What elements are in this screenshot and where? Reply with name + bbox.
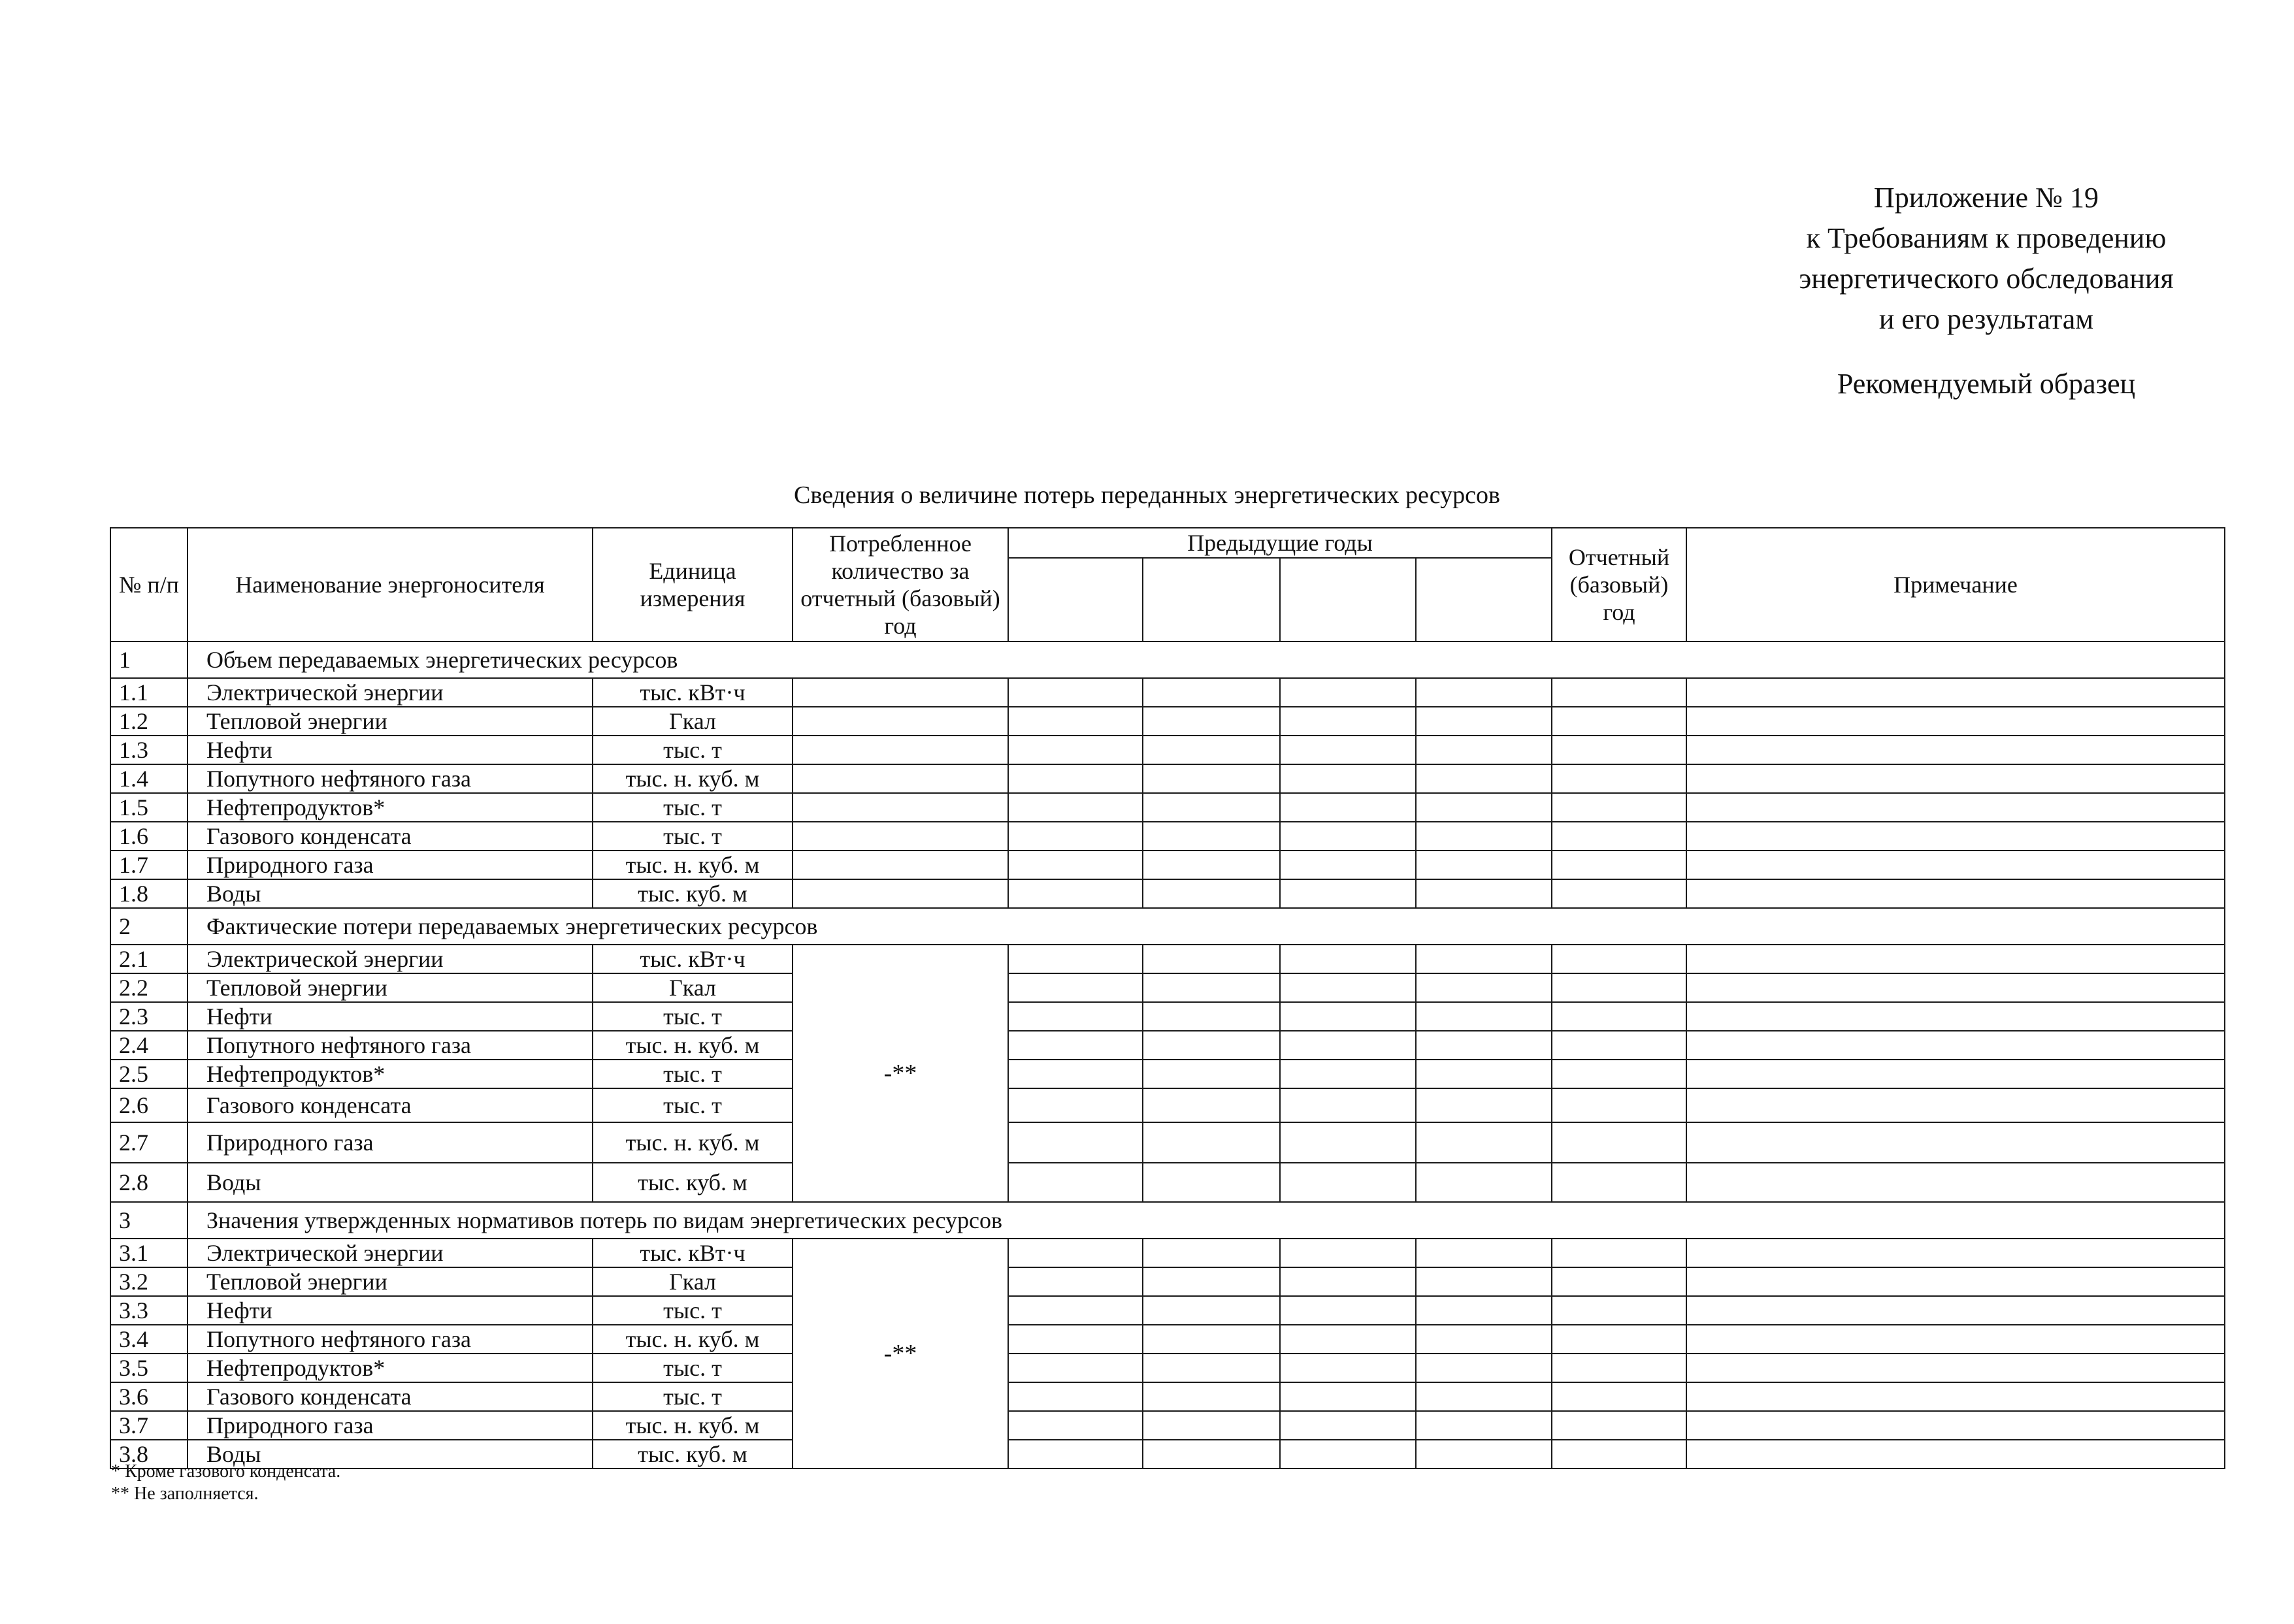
row-previous-year-cell — [1008, 822, 1143, 851]
row-reporting-year-cell — [1552, 1239, 1686, 1267]
header-note: Примечание — [1686, 528, 2225, 641]
row-resource-name: Воды — [188, 1440, 593, 1469]
row-previous-year-cell — [1416, 1440, 1552, 1469]
row-number: 2.5 — [110, 1060, 188, 1088]
row-reporting-year-cell — [1552, 1267, 1686, 1296]
header-name: Наименование энергоносителя — [188, 528, 593, 641]
row-unit: Гкал — [593, 707, 793, 736]
row-previous-year-cell — [1143, 1296, 1280, 1325]
row-number: 2.1 — [110, 945, 188, 973]
row-note-cell — [1686, 973, 2225, 1002]
row-previous-year-cell — [1416, 1002, 1552, 1031]
row-reporting-year-cell — [1552, 1060, 1686, 1088]
row-previous-year-cell — [1280, 1122, 1416, 1163]
row-previous-year-cell — [1143, 1122, 1280, 1163]
row-previous-year-cell — [1008, 678, 1143, 707]
row-previous-year-cell — [1280, 793, 1416, 822]
row-previous-year-cell — [1416, 707, 1552, 736]
row-note-cell — [1686, 822, 2225, 851]
appendix-number: Приложение № 19 — [1873, 182, 2099, 214]
row-unit: тыс. т — [593, 1088, 793, 1122]
row-reporting-year-cell — [1552, 1122, 1686, 1163]
row-note-cell — [1686, 1002, 2225, 1031]
row-previous-year-cell — [1416, 851, 1552, 879]
row-previous-year-cell — [1008, 1267, 1143, 1296]
row-previous-year-cell — [1280, 851, 1416, 879]
row-previous-year-cell — [1280, 1002, 1416, 1031]
header-previous-year-cell — [1008, 558, 1143, 641]
row-note-cell — [1686, 1163, 2225, 1202]
row-resource-name: Воды — [188, 1163, 593, 1202]
row-unit: тыс. куб. м — [593, 879, 793, 908]
row-previous-year-cell — [1416, 1031, 1552, 1060]
row-unit: тыс. н. куб. м — [593, 1031, 793, 1060]
row-number: 2.7 — [110, 1122, 188, 1163]
row-reporting-year-cell — [1552, 764, 1686, 793]
row-previous-year-cell — [1143, 1163, 1280, 1202]
row-note-cell — [1686, 879, 2225, 908]
row-resource-name: Газового конденсата — [188, 1382, 593, 1411]
table-row — [110, 945, 2225, 973]
row-previous-year-cell — [1280, 1163, 1416, 1202]
header-unit: Единица измерения — [593, 528, 793, 641]
row-previous-year-cell — [1416, 736, 1552, 764]
row-resource-name: Тепловой энергии — [188, 973, 593, 1002]
row-note-cell — [1686, 678, 2225, 707]
row-note-cell — [1686, 1088, 2225, 1122]
row-unit: тыс. т — [593, 1060, 793, 1088]
row-previous-year-cell — [1143, 764, 1280, 793]
row-previous-year-cell — [1416, 945, 1552, 973]
header-previous-years: Предыдущие годы — [1008, 528, 1552, 558]
appendix-header — [1751, 178, 2221, 340]
row-previous-year-cell — [1416, 1325, 1552, 1354]
row-resource-name: Тепловой энергии — [188, 1267, 593, 1296]
row-previous-year-cell — [1416, 678, 1552, 707]
row-previous-year-cell — [1280, 678, 1416, 707]
row-unit: Гкал — [593, 973, 793, 1002]
row-number: 1.1 — [110, 678, 188, 707]
row-previous-year-cell — [1143, 1088, 1280, 1122]
row-resource-name: Газового конденсата — [188, 1088, 593, 1122]
row-previous-year-cell — [1280, 707, 1416, 736]
row-unit: тыс. кВт·ч — [593, 945, 793, 973]
row-consumed-cell — [793, 851, 1008, 879]
row-previous-year-cell — [1416, 822, 1552, 851]
row-previous-year-cell — [1280, 1296, 1416, 1325]
row-unit: тыс. н. куб. м — [593, 764, 793, 793]
row-previous-year-cell — [1008, 851, 1143, 879]
row-previous-year-cell — [1416, 879, 1552, 908]
row-previous-year-cell — [1143, 1382, 1280, 1411]
row-number: 3.6 — [110, 1382, 188, 1411]
row-number: 3.8 — [110, 1440, 188, 1469]
row-previous-year-cell — [1280, 1267, 1416, 1296]
row-number: 1.6 — [110, 822, 188, 851]
row-consumed-cell — [793, 879, 1008, 908]
table-title: Сведения о величине потерь переданных энергетических ресурсов — [794, 481, 1500, 509]
row-previous-year-cell — [1280, 1325, 1416, 1354]
section-row — [110, 1202, 2225, 1239]
row-previous-year-cell — [1008, 1325, 1143, 1354]
row-resource-name: Газового конденсата — [188, 822, 593, 851]
row-previous-year-cell — [1008, 1088, 1143, 1122]
row-previous-year-cell — [1008, 1239, 1143, 1267]
row-unit: тыс. т — [593, 1382, 793, 1411]
row-previous-year-cell — [1143, 707, 1280, 736]
row-consumed-cell — [793, 678, 1008, 707]
row-note-cell — [1686, 1354, 2225, 1382]
header-consumed: Потребленное количество за отчетный (базовый) год — [793, 528, 1008, 641]
table-row — [110, 1239, 2225, 1267]
appendix-subtitle-line: и его результатам — [1878, 303, 2094, 335]
row-unit: Гкал — [593, 1267, 793, 1296]
row-resource-name: Природного газа — [188, 1411, 593, 1440]
section-number: 2 — [110, 908, 188, 945]
row-number: 3.5 — [110, 1354, 188, 1382]
row-previous-year-cell — [1416, 1088, 1552, 1122]
row-previous-year-cell — [1280, 822, 1416, 851]
row-previous-year-cell — [1008, 793, 1143, 822]
row-previous-year-cell — [1143, 973, 1280, 1002]
row-reporting-year-cell — [1552, 1354, 1686, 1382]
row-number: 3.4 — [110, 1325, 188, 1354]
row-previous-year-cell — [1280, 945, 1416, 973]
row-previous-year-cell — [1416, 1060, 1552, 1088]
row-unit: тыс. куб. м — [593, 1440, 793, 1469]
row-previous-year-cell — [1143, 1239, 1280, 1267]
row-resource-name: Попутного нефтяного газа — [188, 764, 593, 793]
row-previous-year-cell — [1008, 1163, 1143, 1202]
row-previous-year-cell — [1143, 945, 1280, 973]
row-previous-year-cell — [1008, 1354, 1143, 1382]
row-reporting-year-cell — [1552, 973, 1686, 1002]
section-row — [110, 908, 2225, 945]
row-consumed-cell — [793, 764, 1008, 793]
row-previous-year-cell — [1008, 973, 1143, 1002]
row-reporting-year-cell — [1552, 1002, 1686, 1031]
row-previous-year-cell — [1280, 1239, 1416, 1267]
row-previous-year-cell — [1143, 1440, 1280, 1469]
table-row — [110, 1031, 2225, 1060]
row-unit: тыс. куб. м — [593, 1163, 793, 1202]
row-previous-year-cell — [1008, 1440, 1143, 1469]
row-previous-year-cell — [1008, 879, 1143, 908]
row-previous-year-cell — [1008, 1411, 1143, 1440]
not-filled-mark: -** — [793, 1239, 1008, 1469]
row-unit: тыс. т — [593, 1296, 793, 1325]
row-previous-year-cell — [1416, 1267, 1552, 1296]
table-row — [110, 973, 2225, 1002]
row-consumed-cell — [793, 822, 1008, 851]
row-resource-name: Нефти — [188, 1296, 593, 1325]
row-resource-name: Электрической энергии — [188, 1239, 593, 1267]
table-row — [110, 1440, 2225, 1469]
table-row — [110, 707, 2225, 736]
row-consumed-cell — [793, 707, 1008, 736]
row-previous-year-cell — [1143, 1354, 1280, 1382]
row-resource-name: Нефтепродуктов* — [188, 793, 593, 822]
row-previous-year-cell — [1416, 1382, 1552, 1411]
row-reporting-year-cell — [1552, 707, 1686, 736]
row-previous-year-cell — [1143, 1411, 1280, 1440]
row-number: 1.7 — [110, 851, 188, 879]
section-number: 1 — [110, 641, 188, 678]
row-unit: тыс. кВт·ч — [593, 1239, 793, 1267]
row-note-cell — [1686, 793, 2225, 822]
table-row — [110, 1267, 2225, 1296]
row-previous-year-cell — [1008, 1296, 1143, 1325]
row-reporting-year-cell — [1552, 1088, 1686, 1122]
footnotes — [111, 1461, 340, 1505]
section-row — [110, 641, 2225, 678]
row-previous-year-cell — [1008, 764, 1143, 793]
not-filled-mark: -** — [793, 945, 1008, 1202]
row-resource-name: Нефтепродуктов* — [188, 1060, 593, 1088]
row-previous-year-cell — [1008, 945, 1143, 973]
row-consumed-cell — [793, 793, 1008, 822]
row-resource-name: Электрической энергии — [188, 678, 593, 707]
row-reporting-year-cell — [1552, 736, 1686, 764]
header-previous-year-cell — [1143, 558, 1280, 641]
row-note-cell — [1686, 1411, 2225, 1440]
row-reporting-year-cell — [1552, 1031, 1686, 1060]
section-number: 3 — [110, 1202, 188, 1239]
row-resource-name: Тепловой энергии — [188, 707, 593, 736]
row-resource-name: Природного газа — [188, 851, 593, 879]
row-previous-year-cell — [1416, 1239, 1552, 1267]
table-row — [110, 1060, 2225, 1088]
row-previous-year-cell — [1008, 1382, 1143, 1411]
row-previous-year-cell — [1280, 764, 1416, 793]
row-reporting-year-cell — [1552, 1296, 1686, 1325]
row-previous-year-cell — [1143, 1031, 1280, 1060]
row-reporting-year-cell — [1552, 851, 1686, 879]
table-row — [110, 1411, 2225, 1440]
row-resource-name: Природного газа — [188, 1122, 593, 1163]
row-previous-year-cell — [1416, 1354, 1552, 1382]
row-previous-year-cell — [1143, 1325, 1280, 1354]
row-previous-year-cell — [1143, 1060, 1280, 1088]
table-row — [110, 1163, 2225, 1202]
row-resource-name: Попутного нефтяного газа — [188, 1031, 593, 1060]
section-title: Значения утвержденных нормативов потерь по видам энергетических ресурсов — [188, 1202, 2225, 1239]
row-previous-year-cell — [1416, 793, 1552, 822]
row-resource-name: Нефтепродуктов* — [188, 1354, 593, 1382]
row-number: 3.3 — [110, 1296, 188, 1325]
row-previous-year-cell — [1280, 1031, 1416, 1060]
row-reporting-year-cell — [1552, 879, 1686, 908]
row-previous-year-cell — [1143, 851, 1280, 879]
row-note-cell — [1686, 1239, 2225, 1267]
row-previous-year-cell — [1416, 1122, 1552, 1163]
row-number: 2.8 — [110, 1163, 188, 1202]
row-unit: тыс. н. куб. м — [593, 1122, 793, 1163]
footnote-not-filled: ** Не заполняется. — [111, 1484, 259, 1504]
row-unit: тыс. т — [593, 736, 793, 764]
row-unit: тыс. т — [593, 1354, 793, 1382]
row-note-cell — [1686, 1440, 2225, 1469]
table-row — [110, 1354, 2225, 1382]
row-previous-year-cell — [1416, 1163, 1552, 1202]
row-previous-year-cell — [1280, 1354, 1416, 1382]
row-resource-name: Воды — [188, 879, 593, 908]
row-unit: тыс. т — [593, 822, 793, 851]
row-previous-year-cell — [1280, 1411, 1416, 1440]
row-number: 3.7 — [110, 1411, 188, 1440]
row-reporting-year-cell — [1552, 793, 1686, 822]
row-previous-year-cell — [1416, 1411, 1552, 1440]
row-number: 1.2 — [110, 707, 188, 736]
row-unit: тыс. н. куб. м — [593, 851, 793, 879]
table-row — [110, 1296, 2225, 1325]
row-resource-name: Нефти — [188, 736, 593, 764]
row-previous-year-cell — [1143, 736, 1280, 764]
table-row — [110, 1325, 2225, 1354]
row-number: 3.1 — [110, 1239, 188, 1267]
row-reporting-year-cell — [1552, 678, 1686, 707]
row-previous-year-cell — [1143, 879, 1280, 908]
row-previous-year-cell — [1416, 764, 1552, 793]
sample-label: Рекомендуемый образец — [1837, 368, 2136, 400]
footnote-gas-condensate: * Кроме газового конденсата. — [111, 1461, 341, 1482]
row-reporting-year-cell — [1552, 1163, 1686, 1202]
row-previous-year-cell — [1280, 1440, 1416, 1469]
row-previous-year-cell — [1280, 1088, 1416, 1122]
header-previous-year-cell — [1416, 558, 1552, 641]
row-previous-year-cell — [1416, 1296, 1552, 1325]
row-note-cell — [1686, 1267, 2225, 1296]
row-number: 1.3 — [110, 736, 188, 764]
row-note-cell — [1686, 1325, 2225, 1354]
row-reporting-year-cell — [1552, 1411, 1686, 1440]
table-row — [110, 1088, 2225, 1122]
table-row — [110, 1122, 2225, 1163]
header-num: № п/п — [110, 528, 188, 641]
row-reporting-year-cell — [1552, 822, 1686, 851]
row-number: 3.2 — [110, 1267, 188, 1296]
row-previous-year-cell — [1008, 736, 1143, 764]
row-unit: тыс. н. куб. м — [593, 1325, 793, 1354]
table-row — [110, 678, 2225, 707]
row-note-cell — [1686, 764, 2225, 793]
row-previous-year-cell — [1143, 1267, 1280, 1296]
row-note-cell — [1686, 1031, 2225, 1060]
row-unit: тыс. кВт·ч — [593, 678, 793, 707]
section-title: Объем передаваемых энергетических ресурсов — [188, 641, 2225, 678]
section-title: Фактические потери передаваемых энергетических ресурсов — [188, 908, 2225, 945]
appendix-subtitle-line: к Требованиям к проведению — [1806, 222, 2167, 254]
row-previous-year-cell — [1143, 793, 1280, 822]
energy-losses-table — [110, 527, 2225, 1469]
row-consumed-cell — [793, 736, 1008, 764]
row-previous-year-cell — [1416, 973, 1552, 1002]
row-previous-year-cell — [1143, 822, 1280, 851]
row-note-cell — [1686, 707, 2225, 736]
row-note-cell — [1686, 1122, 2225, 1163]
header-previous-year-cell — [1280, 558, 1416, 641]
row-previous-year-cell — [1143, 678, 1280, 707]
row-previous-year-cell — [1280, 1060, 1416, 1088]
row-number: 1.5 — [110, 793, 188, 822]
table-body — [110, 641, 2225, 1469]
row-resource-name: Нефти — [188, 1002, 593, 1031]
row-note-cell — [1686, 1296, 2225, 1325]
table-row — [110, 822, 2225, 851]
row-note-cell — [1686, 1382, 2225, 1411]
row-previous-year-cell — [1008, 1002, 1143, 1031]
row-resource-name: Электрической энергии — [188, 945, 593, 973]
row-unit: тыс. т — [593, 793, 793, 822]
row-unit: тыс. т — [593, 1002, 793, 1031]
row-note-cell — [1686, 945, 2225, 973]
table-row — [110, 764, 2225, 793]
row-reporting-year-cell — [1552, 1325, 1686, 1354]
table-row — [110, 793, 2225, 822]
header-reporting-year: Отчетный (базовый) год — [1552, 528, 1686, 641]
row-number: 2.4 — [110, 1031, 188, 1060]
row-previous-year-cell — [1008, 1122, 1143, 1163]
table-row — [110, 736, 2225, 764]
row-previous-year-cell — [1280, 736, 1416, 764]
table-row — [110, 1382, 2225, 1411]
table-row — [110, 879, 2225, 908]
row-reporting-year-cell — [1552, 945, 1686, 973]
row-reporting-year-cell — [1552, 1382, 1686, 1411]
row-note-cell — [1686, 1060, 2225, 1088]
row-note-cell — [1686, 851, 2225, 879]
appendix-subtitle-line: энергетического обследования — [1799, 263, 2174, 295]
table-row — [110, 1002, 2225, 1031]
row-reporting-year-cell — [1552, 1440, 1686, 1469]
row-previous-year-cell — [1280, 973, 1416, 1002]
row-number: 1.4 — [110, 764, 188, 793]
row-previous-year-cell — [1008, 1031, 1143, 1060]
row-previous-year-cell — [1280, 879, 1416, 908]
row-previous-year-cell — [1008, 1060, 1143, 1088]
row-unit: тыс. н. куб. м — [593, 1411, 793, 1440]
row-resource-name: Попутного нефтяного газа — [188, 1325, 593, 1354]
row-previous-year-cell — [1143, 1002, 1280, 1031]
table-row — [110, 851, 2225, 879]
row-number: 1.8 — [110, 879, 188, 908]
row-number: 2.6 — [110, 1088, 188, 1122]
row-note-cell — [1686, 736, 2225, 764]
row-number: 2.2 — [110, 973, 188, 1002]
row-previous-year-cell — [1280, 1382, 1416, 1411]
row-number: 2.3 — [110, 1002, 188, 1031]
row-previous-year-cell — [1008, 707, 1143, 736]
